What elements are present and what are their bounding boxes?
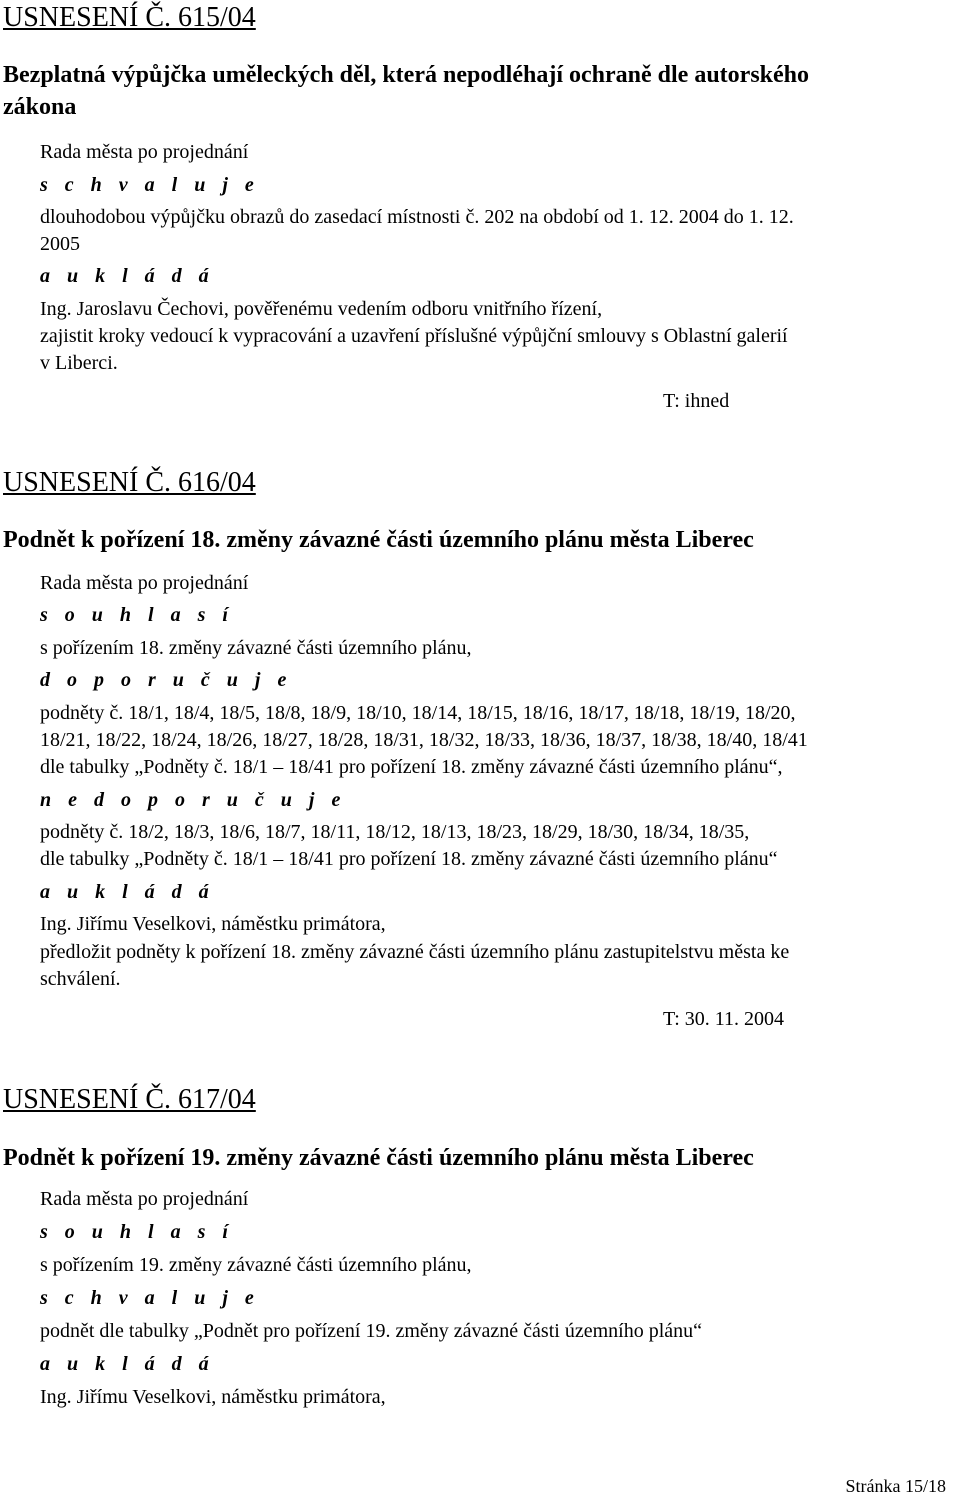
resolution-615-verb-orders: a u k l á d á <box>40 265 215 287</box>
resolution-617-text2: podnět dle tabulky „Podnět pro pořízení 19. změny závazné části územního plánu“ <box>40 1320 703 1342</box>
resolution-616-subject: Podnět k pořízení 18. změny závazné části územního plánu města Liberec <box>3 527 754 553</box>
resolution-616-verb-orders: a u k l á d á <box>40 881 215 903</box>
page-number: Stránka 15/18 <box>845 1476 946 1496</box>
resolution-616-intro: Rada města po projednání <box>40 572 249 594</box>
resolution-616-text3-line2: dle tabulky „Podněty č. 18/1 – 18/41 pro pořízení 18. změny závazné části územního plánu“ <box>40 848 778 870</box>
resolution-615-subject-line2: zákona <box>3 94 77 120</box>
resolution-617-verb-agrees: s o u h l a s í <box>40 1221 234 1243</box>
resolution-616-text1: s pořízením 18. změny závazné části územního plánu, <box>40 637 472 659</box>
resolution-617-text1: s pořízením 19. změny závazné části územního plánu, <box>40 1254 472 1276</box>
resolution-616-text2-line1: podněty č. 18/1, 18/4, 18/5, 18/8, 18/9, 18/10, 18/14, 18/15, 18/16, 18/17, 18/18, 18/19, 18/20, <box>40 702 796 724</box>
resolution-615-verb-approves: s c h v a l u j e <box>40 174 260 196</box>
resolution-615-text2-line3: v Liberci. <box>40 352 118 374</box>
resolution-617-title: USNESENÍ Č. 617/04 <box>3 1084 256 1115</box>
resolution-615-intro: Rada města po projednání <box>40 141 249 163</box>
resolution-617-intro: Rada města po projednání <box>40 1188 249 1210</box>
resolution-616-text4-line3: schválení. <box>40 968 121 990</box>
resolution-615-text1-line1: dlouhodobou výpůjčku obrazů do zasedací místnosti č. 202 na období od 1. 12. 2004 do 1. 12. <box>40 206 794 228</box>
resolution-615-text2-line1: Ing. Jaroslavu Čechovi, pověřenému vedením odboru vnitřního řízení, <box>40 298 603 320</box>
resolution-615-deadline: T: ihned <box>663 390 730 412</box>
resolution-616-text3-line1: podněty č. 18/2, 18/3, 18/6, 18/7, 18/11, 18/12, 18/13, 18/23, 18/29, 18/30, 18/34, 18/35, <box>40 821 750 843</box>
resolution-616-deadline: T: 30. 11. 2004 <box>663 1008 785 1030</box>
resolution-616-verb-agrees: s o u h l a s í <box>40 604 234 626</box>
resolution-615-text1-line2: 2005 <box>40 233 80 255</box>
resolution-616-verb-recommends: d o p o r u č u j e <box>40 669 293 691</box>
resolution-616-title: USNESENÍ Č. 616/04 <box>3 467 256 498</box>
resolution-616-text2-line2: 18/21, 18/22, 18/24, 18/26, 18/27, 18/28, 18/31, 18/32, 18/33, 18/36, 18/37, 18/38, 18/40, 18/41 <box>40 729 808 751</box>
resolution-617-text3: Ing. Jiřímu Veselkovi, náměstku primátora, <box>40 1386 386 1408</box>
resolution-616-text4-line2: předložit podněty k pořízení 18. změny závazné části územního plánu zastupitelstvu města ke <box>40 941 790 963</box>
resolution-616-verb-not-recommends: n e d o p o r u č u j e <box>40 789 347 811</box>
resolution-616-text2-line3: dle tabulky „Podněty č. 18/1 – 18/41 pro pořízení 18. změny závazné části územního plánu“, <box>40 756 783 778</box>
resolution-615-subject-line1: Bezplatná výpůjčka uměleckých děl, která nepodléhají ochraně dle autorského <box>3 62 810 88</box>
resolution-617-verb-approves: s c h v a l u j e <box>40 1287 260 1309</box>
resolution-615-title: USNESENÍ Č. 615/04 <box>3 2 256 33</box>
resolution-617-subject: Podnět k pořízení 19. změny závazné části územního plánu města Liberec <box>3 1145 754 1171</box>
resolution-615-text2-line2: zajistit kroky vedoucí k vypracování a uzavření příslušné výpůjční smlouvy s Oblastní galerií <box>40 325 788 347</box>
resolution-616-text4-line1: Ing. Jiřímu Veselkovi, náměstku primátora, <box>40 913 386 935</box>
resolution-617-verb-orders: a u k l á d á <box>40 1353 215 1375</box>
